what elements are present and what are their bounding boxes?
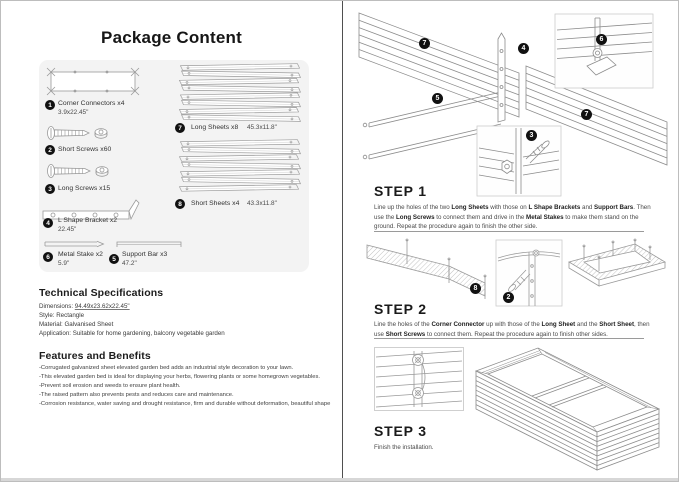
step1-body: Line up the holes of the two Long Sheets with those on L Shape Brackets and Support Bars. Then use the Long Screws to connect them and drive in the Metal Stakes to make them stand on the ground. Repeat the procedure again to finish the other side. — [374, 204, 651, 231]
item-size: 45.3x11.8" — [247, 124, 277, 131]
item-number-badge: 7 — [175, 123, 185, 133]
step3-detail-inset — [374, 347, 464, 411]
step3-body: Finish the installation. — [374, 444, 434, 451]
callout-7-long-sheet-left: 7 — [419, 38, 430, 49]
long-screw-sketch — [45, 161, 111, 181]
item-size: 47.2" — [122, 260, 137, 267]
feature-bullet: -Prevent soil erosion and weeds to ensure plant health. — [39, 383, 181, 389]
callout-4-l-shape-bracket: 4 — [518, 43, 529, 54]
item-size: 22.45" — [58, 226, 77, 233]
long-sheets-stack-sketch — [178, 64, 302, 124]
step3-title: STEP 3 — [374, 423, 427, 439]
spec-dimensions — [39, 302, 130, 311]
callout-8-short-sheet: 8 — [470, 283, 481, 294]
spec-style: Style: Rectangle — [39, 312, 85, 319]
spec-dimensions-label: Dimensions: — [39, 303, 74, 310]
spec-material: Material: Galvanised Sheet — [39, 321, 114, 328]
callout-6-metal-stake: 6 — [596, 34, 607, 45]
short-screw-sketch — [45, 123, 111, 143]
tech-specs-title: Technical Specifications — [39, 287, 164, 299]
item-label: Long Screws x15 — [58, 185, 111, 192]
callout-3-long-screw: 3 — [526, 130, 537, 141]
short-sheets-stack-sketch — [178, 140, 302, 194]
corner-connector-sketch — [45, 65, 141, 98]
item-label: Support Bar x3 — [122, 251, 168, 258]
feature-bullet: -Corrosion resistance, water saving and drought resistance, firm and durable without deformation, beautiful shape — [39, 401, 331, 407]
callout-2-short-screw: 2 — [503, 292, 514, 303]
support-bar-sketch — [115, 240, 183, 248]
item-size: 5.9" — [58, 260, 70, 267]
feature-bullet: -Corrugated galvanized sheet elevated garden bed adds an industrial style decoration to your lawn. — [39, 365, 294, 371]
spec-dimensions-value: 94.49x23.62x22.45" — [74, 303, 130, 310]
item-number-badge: 2 — [45, 145, 55, 155]
item-label: Corner Connectors x4 — [58, 100, 125, 107]
metal-stake-sketch — [43, 240, 105, 248]
item-number-badge: 1 — [45, 100, 55, 110]
step-separator — [374, 231, 644, 232]
page-title: Package Content — [101, 28, 242, 47]
item-label: L Shape Bracket x2 — [58, 217, 118, 224]
item-number-badge: 6 — [43, 252, 53, 262]
features-title: Features and Benefits — [39, 350, 151, 362]
item-label: Metal Stake x2 — [58, 251, 103, 258]
callout-5-support-bar: 5 — [432, 93, 443, 104]
item-number-badge: 4 — [43, 218, 53, 228]
step2-body: Line the holes of the Corner Connector up with those of the Long Sheet and the Short Sheet, then use Short Screws to connect them. Repeat the procedure again to finish other sides. — [374, 321, 650, 338]
spec-application: Application: Suitable for home gardening, balcony vegetable garden — [39, 330, 225, 337]
item-number-badge: 3 — [45, 184, 55, 194]
item-number-badge: 5 — [109, 254, 119, 264]
bottom-edge-strip — [1, 478, 679, 481]
page-divider — [342, 1, 343, 482]
item-size: 43.3x11.8" — [247, 200, 277, 207]
feature-bullet: -The raised pattern also prevents pests and reduces care and maintenance. — [39, 392, 234, 398]
item-label: Long Sheets x8 — [191, 124, 239, 131]
step1-title: STEP 1 — [374, 183, 427, 199]
step2-title: STEP 2 — [374, 301, 427, 317]
item-number-badge: 8 — [175, 199, 185, 209]
item-label: Short Screws x60 — [58, 146, 112, 153]
callout-7-long-sheet-right: 7 — [581, 109, 592, 120]
step1-diagram — [349, 5, 671, 197]
item-size: 3.9x22.45" — [58, 109, 89, 116]
feature-bullet: -This elevated garden bed is ideal for displaying your herbs, flowering plants or some homegrown vegetables. — [39, 374, 320, 380]
item-label: Short Sheets x4 — [191, 200, 240, 207]
